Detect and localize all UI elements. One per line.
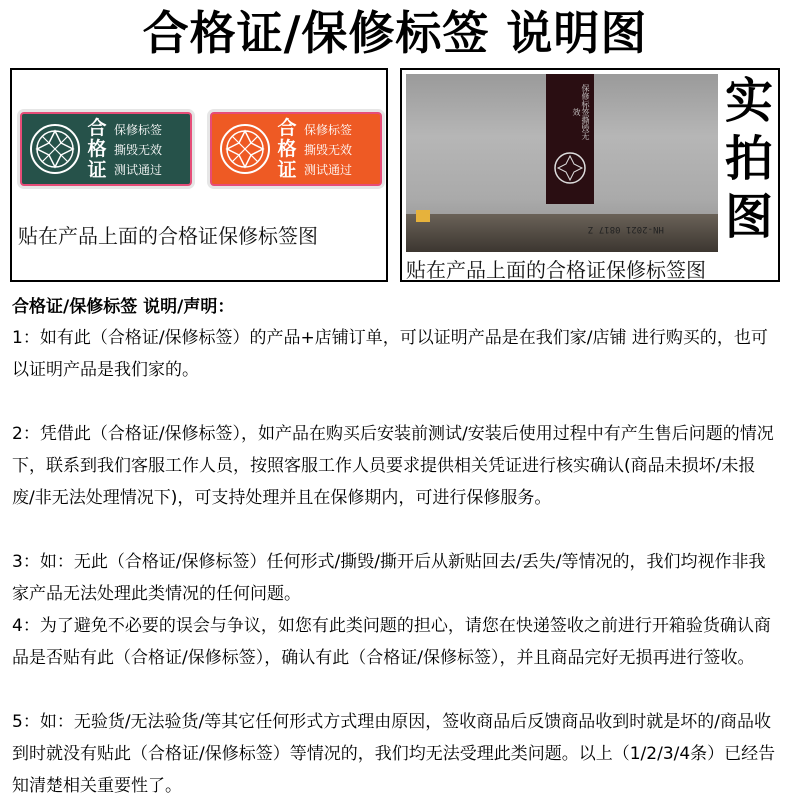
statement-item-2: 2：凭借此（合格证/保修标签），如产品在购买后安装前测试/安装后使用过程中有产生售后问题的情况下，联系到我们客服工作人员，按照客服工作人员要求提供相关凭证进行核实确认(商品未损坏/未报废/非无法处理情况下)，可支持处理并且在保修期内，可进行保修服务。 bbox=[12, 424, 774, 508]
photo-serial-code: HN-2021 0817 Z bbox=[588, 224, 664, 234]
label-big-text: 合 格 证 bbox=[87, 117, 107, 181]
photo-connector bbox=[416, 210, 430, 222]
real-photo-panel bbox=[400, 68, 780, 282]
statement-item-5: 5：如：无验货/无法验货/等其它任何形式方式理由原因，签收商品后反馈商品收到时就是坏的/商品收到时就没有贴此（合格证/保修标签）等情况的，我们均无法受理此类问题。以上（1/2/3/4条）已经告知清楚相关重要性了。 bbox=[12, 712, 776, 796]
label-small-text: 保修标签 撕毁无效 测试通过 bbox=[304, 123, 353, 177]
statement-heading: 合格证/保修标签 说明/声明： bbox=[12, 297, 235, 317]
sticker-text: 保修标签撕毁无效 bbox=[572, 84, 590, 140]
statement-item-3: 3：如：无此（合格证/保修标签）任何形式/撕毁/撕开后从新贴回去/丢失/等情况的，我们均视作非我家产品无法处理此类情况的任何问题。 bbox=[12, 552, 766, 604]
photo-pcb-strip bbox=[406, 214, 718, 252]
product-photo bbox=[406, 74, 718, 252]
badge-char: 拍 bbox=[724, 131, 773, 187]
statement-item-4: 4：为了避免不必要的误会与争议，如您有此类问题的担心，请您在快递签收之前进行开箱验货确认商品是否贴有此（合格证/保修标签），确认有此（合格证/保修标签），并且商品完好无损再进行签收。 bbox=[12, 616, 771, 668]
statement-item-1: 1：如有此（合格证/保修标签）的产品+店铺订单，可以证明产品是在我们家/店铺 进行购买的，也可以证明产品是我们家的。 bbox=[12, 328, 768, 380]
badge-char: 图 bbox=[724, 189, 773, 245]
real-photo-badge bbox=[722, 72, 776, 246]
warranty-label-green bbox=[20, 112, 192, 186]
photo-caption: 贴在产品上面的合格证保修标签图 bbox=[406, 258, 706, 282]
badge-char: 实 bbox=[724, 73, 773, 129]
warranty-label-orange bbox=[210, 112, 382, 186]
page-title: 合格证/保修标签 说明图 bbox=[142, 6, 648, 60]
photo-warranty-sticker bbox=[546, 74, 594, 204]
label-sample-panel bbox=[10, 68, 388, 282]
label-small-text: 保修标签 撕毁无效 测试通过 bbox=[114, 123, 163, 177]
label-caption: 贴在产品上面的合格证保修标签图 bbox=[18, 224, 318, 248]
label-big-text: 合 格 证 bbox=[277, 117, 297, 181]
seal-icon bbox=[28, 122, 82, 176]
seal-icon bbox=[552, 150, 588, 186]
seal-icon bbox=[218, 122, 272, 176]
